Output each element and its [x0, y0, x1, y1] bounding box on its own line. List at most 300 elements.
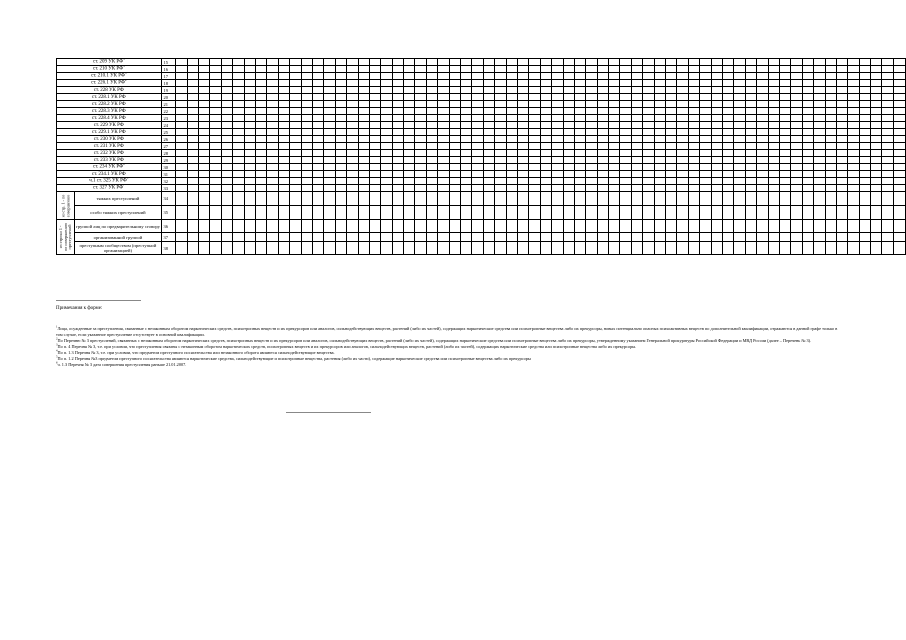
group-label: из строки 1 - по совершению преступлений: [57, 223, 72, 251]
data-cell: [415, 157, 426, 164]
data-cell: [404, 108, 415, 115]
data-cell: [506, 136, 517, 143]
data-cell: [244, 164, 255, 171]
data-cell: [358, 192, 369, 206]
data-cell: [404, 164, 415, 171]
data-cell: [324, 73, 335, 80]
data-cell: [734, 157, 745, 164]
data-cell: [836, 171, 847, 178]
data-cell: [609, 80, 620, 87]
data-cell: [893, 220, 905, 233]
data-cell: [244, 206, 255, 220]
data-cell: [586, 171, 597, 178]
article-label: ст. 234 УК РФ: [92, 164, 124, 170]
data-cell: [666, 73, 677, 80]
data-cell: [802, 73, 813, 80]
data-cell: [187, 150, 198, 157]
data-cell: [666, 206, 677, 220]
data-cell: [404, 171, 415, 178]
data-cell: [392, 136, 403, 143]
data-cell: [404, 59, 415, 66]
data-cell: [688, 185, 699, 192]
data-cell: [814, 150, 825, 157]
data-cell: [677, 80, 688, 87]
data-cell: [449, 157, 460, 164]
data-cell: [506, 178, 517, 185]
data-cell: [552, 129, 563, 136]
data-cell: [392, 59, 403, 66]
data-cell: [415, 129, 426, 136]
data-cell: [199, 185, 210, 192]
data-cell: [461, 108, 472, 115]
data-cell: [187, 101, 198, 108]
data-cell: [449, 178, 460, 185]
data-cell: [825, 150, 836, 157]
data-cell: [871, 87, 882, 94]
data-cell: [871, 66, 882, 73]
data-cell: [745, 192, 756, 206]
data-cell: [255, 101, 266, 108]
data-cell: [438, 80, 449, 87]
data-cell: [609, 233, 620, 242]
data-cell: [700, 164, 711, 171]
data-cell: [768, 94, 779, 101]
data-cell: [210, 206, 221, 220]
data-cell: [233, 143, 244, 150]
data-cell: [893, 94, 905, 101]
data-cell: [609, 115, 620, 122]
article-cell: [57, 73, 162, 80]
table-row: [57, 59, 906, 66]
data-cell: [768, 157, 779, 164]
data-cell: [563, 233, 574, 242]
data-cell: [848, 185, 859, 192]
data-cell: [552, 66, 563, 73]
data-cell: [540, 101, 551, 108]
data-cell: [597, 59, 608, 66]
data-cell: [529, 136, 540, 143]
data-cell: [677, 206, 688, 220]
data-cell: [449, 220, 460, 233]
data-cell: [711, 164, 722, 171]
data-cell: [495, 115, 506, 122]
data-cell: [495, 171, 506, 178]
data-cell: [461, 66, 472, 73]
data-cell: [734, 242, 745, 255]
data-cell: [586, 94, 597, 101]
data-cell: [392, 73, 403, 80]
data-cell: [472, 206, 483, 220]
group-row-label: группой лиц по предварительному сговору: [75, 220, 161, 233]
data-cell: [586, 115, 597, 122]
data-cell: [620, 108, 631, 115]
data-cell: [176, 157, 187, 164]
data-cell: [779, 59, 790, 66]
row-code: 32: [161, 178, 176, 185]
data-cell: [506, 115, 517, 122]
data-cell: [483, 94, 494, 101]
data-cell: [187, 73, 198, 80]
row-code: 15: [161, 59, 176, 66]
data-cell: [620, 129, 631, 136]
data-cell: [176, 171, 187, 178]
data-cell: [666, 220, 677, 233]
data-cell: [825, 87, 836, 94]
data-cell: [654, 143, 665, 150]
data-cell: [779, 164, 790, 171]
data-cell: [449, 171, 460, 178]
data-cell: [426, 129, 437, 136]
group-row-label: особо тяжких преступлений: [75, 206, 161, 220]
data-cell: [631, 129, 642, 136]
data-cell: [495, 122, 506, 129]
article-label: ст. 210 УК РФ: [92, 66, 124, 72]
data-cell: [540, 242, 551, 255]
data-cell: [723, 136, 734, 143]
data-cell: [449, 136, 460, 143]
data-cell: [893, 129, 905, 136]
data-cell: [848, 59, 859, 66]
data-cell: [814, 101, 825, 108]
data-cell: [836, 129, 847, 136]
footnote-mark: 6: [123, 163, 125, 167]
data-cell: [290, 80, 301, 87]
data-cell: [586, 242, 597, 255]
article-cell: [57, 136, 162, 143]
data-cell: [529, 143, 540, 150]
data-cell: [859, 242, 870, 255]
data-cell: [757, 157, 768, 164]
data-cell: [176, 185, 187, 192]
data-cell: [301, 143, 312, 150]
data-cell: [745, 164, 756, 171]
data-cell: [586, 73, 597, 80]
table-row: [57, 108, 906, 115]
article-label: ст. 228.3 УК РФ: [91, 108, 126, 114]
data-cell: [210, 136, 221, 143]
data-cell: [506, 129, 517, 136]
data-cell: [552, 206, 563, 220]
note-number: 2: [56, 336, 58, 341]
data-cell: [700, 136, 711, 143]
data-cell: [461, 73, 472, 80]
row-code: 34: [161, 192, 176, 206]
data-cell: [643, 242, 654, 255]
data-cell: [791, 233, 802, 242]
data-cell: [415, 143, 426, 150]
data-cell: [836, 220, 847, 233]
data-cell: [233, 66, 244, 73]
data-cell: [461, 80, 472, 87]
data-cell: [836, 206, 847, 220]
row-code: 18: [161, 80, 176, 87]
data-cell: [654, 87, 665, 94]
data-cell: [802, 66, 813, 73]
data-cell: [620, 101, 631, 108]
data-cell: [791, 206, 802, 220]
data-cell: [506, 122, 517, 129]
data-cell: [552, 171, 563, 178]
data-cell: [483, 171, 494, 178]
data-cell: [836, 143, 847, 150]
data-cell: [438, 115, 449, 122]
data-cell: [814, 87, 825, 94]
article-cell: [57, 157, 162, 164]
data-cell: [882, 136, 893, 143]
data-cell: [677, 108, 688, 115]
data-cell: [814, 122, 825, 129]
data-cell: [324, 157, 335, 164]
data-cell: [199, 101, 210, 108]
data-cell: [779, 122, 790, 129]
data-cell: [176, 87, 187, 94]
data-cell: [244, 192, 255, 206]
data-cell: [586, 143, 597, 150]
data-cell: [301, 233, 312, 242]
data-cell: [210, 164, 221, 171]
data-cell: [255, 185, 266, 192]
data-cell: [199, 136, 210, 143]
data-cell: [187, 115, 198, 122]
data-cell: [483, 192, 494, 206]
data-cell: [574, 233, 585, 242]
data-cell: [666, 185, 677, 192]
data-cell: [677, 150, 688, 157]
data-cell: [210, 101, 221, 108]
data-cell: [563, 66, 574, 73]
data-cell: [859, 66, 870, 73]
data-cell: [871, 108, 882, 115]
data-cell: [517, 73, 528, 80]
article-cell: [57, 171, 162, 178]
data-cell: [540, 115, 551, 122]
data-cell: [631, 192, 642, 206]
data-cell: [233, 80, 244, 87]
row-code: 23: [161, 115, 176, 122]
data-cell: [517, 164, 528, 171]
data-cell: [825, 59, 836, 66]
data-cell: [643, 185, 654, 192]
data-cell: [882, 122, 893, 129]
data-cell: [233, 164, 244, 171]
data-cell: [597, 136, 608, 143]
article-cell: [57, 59, 162, 66]
data-cell: [757, 220, 768, 233]
data-cell: [483, 164, 494, 171]
data-cell: [495, 73, 506, 80]
data-cell: [791, 185, 802, 192]
data-cell: [631, 94, 642, 101]
data-cell: [836, 80, 847, 87]
data-cell: [654, 115, 665, 122]
data-cell: [848, 150, 859, 157]
data-cell: [757, 136, 768, 143]
data-cell: [312, 108, 323, 115]
data-cell: [745, 59, 756, 66]
data-cell: [199, 108, 210, 115]
row-code: 28: [161, 150, 176, 157]
data-cell: [768, 150, 779, 157]
data-cell: [347, 164, 358, 171]
data-cell: [836, 233, 847, 242]
data-cell: [882, 129, 893, 136]
data-cell: [369, 242, 380, 255]
data-cell: [369, 94, 380, 101]
data-cell: [278, 157, 289, 164]
data-cell: [814, 59, 825, 66]
data-cell: [552, 242, 563, 255]
data-cell: [529, 108, 540, 115]
data-cell: [540, 136, 551, 143]
data-cell: [529, 115, 540, 122]
data-cell: [574, 66, 585, 73]
data-cell: [882, 80, 893, 87]
data-cell: [324, 59, 335, 66]
table-row: [57, 80, 906, 87]
data-cell: [745, 101, 756, 108]
data-cell: [255, 87, 266, 94]
data-cell: [517, 129, 528, 136]
data-cell: [723, 143, 734, 150]
data-cell: [221, 185, 232, 192]
data-cell: [495, 157, 506, 164]
data-cell: [176, 66, 187, 73]
data-cell: [529, 73, 540, 80]
data-cell: [301, 150, 312, 157]
data-cell: [814, 164, 825, 171]
data-cell: [711, 143, 722, 150]
data-cell: [506, 164, 517, 171]
data-cell: [711, 185, 722, 192]
data-cell: [700, 66, 711, 73]
data-cell: [552, 108, 563, 115]
data-cell: [381, 129, 392, 136]
data-cell: [301, 157, 312, 164]
data-cell: [221, 101, 232, 108]
data-cell: [552, 150, 563, 157]
data-cell: [461, 59, 472, 66]
data-cell: [255, 178, 266, 185]
data-cell: [267, 66, 278, 73]
data-cell: [836, 164, 847, 171]
data-cell: [711, 66, 722, 73]
data-cell: [631, 80, 642, 87]
data-cell: [381, 164, 392, 171]
data-cell: [586, 108, 597, 115]
data-cell: [176, 164, 187, 171]
data-cell: [426, 143, 437, 150]
data-cell: [278, 192, 289, 206]
data-cell: [825, 122, 836, 129]
data-cell: [609, 101, 620, 108]
data-cell: [221, 192, 232, 206]
data-cell: [848, 233, 859, 242]
data-cell: [779, 101, 790, 108]
note-number: 4: [56, 348, 58, 353]
row-code: 24: [161, 122, 176, 129]
data-cell: [893, 115, 905, 122]
data-cell: [312, 192, 323, 206]
data-cell: [324, 220, 335, 233]
data-cell: [449, 94, 460, 101]
table-row: [57, 192, 906, 206]
data-cell: [734, 108, 745, 115]
data-cell: [426, 192, 437, 206]
data-cell: [677, 220, 688, 233]
data-cell: [552, 87, 563, 94]
data-cell: [210, 185, 221, 192]
table-row: [57, 94, 906, 101]
data-cell: [255, 136, 266, 143]
data-cell: [631, 115, 642, 122]
data-cell: [244, 143, 255, 150]
data-cell: [404, 206, 415, 220]
row-code: 29: [161, 157, 176, 164]
data-cell: [255, 129, 266, 136]
data-cell: [768, 108, 779, 115]
data-cell: [688, 80, 699, 87]
data-cell: [461, 185, 472, 192]
data-cell: [483, 59, 494, 66]
data-cell: [369, 66, 380, 73]
data-cell: [461, 233, 472, 242]
data-cell: [700, 206, 711, 220]
data-cell: [255, 80, 266, 87]
data-cell: [609, 129, 620, 136]
data-cell: [574, 59, 585, 66]
data-cell: [381, 66, 392, 73]
article-cell: [57, 122, 162, 129]
data-cell: [529, 122, 540, 129]
data-cell: [757, 206, 768, 220]
data-cell: [620, 66, 631, 73]
data-cell: [882, 150, 893, 157]
data-cell: [483, 242, 494, 255]
data-cell: [563, 192, 574, 206]
data-cell: [187, 143, 198, 150]
data-cell: [506, 242, 517, 255]
data-cell: [415, 73, 426, 80]
data-cell: [597, 192, 608, 206]
data-cell: [574, 220, 585, 233]
data-cell: [574, 87, 585, 94]
data-cell: [267, 150, 278, 157]
data-cell: [438, 136, 449, 143]
data-cell: [301, 66, 312, 73]
data-cell: [461, 122, 472, 129]
data-cell: [267, 220, 278, 233]
data-cell: [677, 59, 688, 66]
data-cell: [882, 192, 893, 206]
data-cell: [597, 150, 608, 157]
data-cell: [814, 242, 825, 255]
data-cell: [734, 101, 745, 108]
data-cell: [267, 233, 278, 242]
data-cell: [745, 185, 756, 192]
data-cell: [574, 73, 585, 80]
data-cell: [631, 206, 642, 220]
data-cell: [871, 59, 882, 66]
data-cell: [267, 115, 278, 122]
data-cell: [176, 108, 187, 115]
data-cell: [255, 233, 266, 242]
data-cell: [609, 164, 620, 171]
data-cell: [392, 157, 403, 164]
data-cell: [472, 108, 483, 115]
data-cell: [335, 171, 346, 178]
article-label: ст. 230 УК РФ: [93, 136, 124, 142]
data-cell: [221, 80, 232, 87]
